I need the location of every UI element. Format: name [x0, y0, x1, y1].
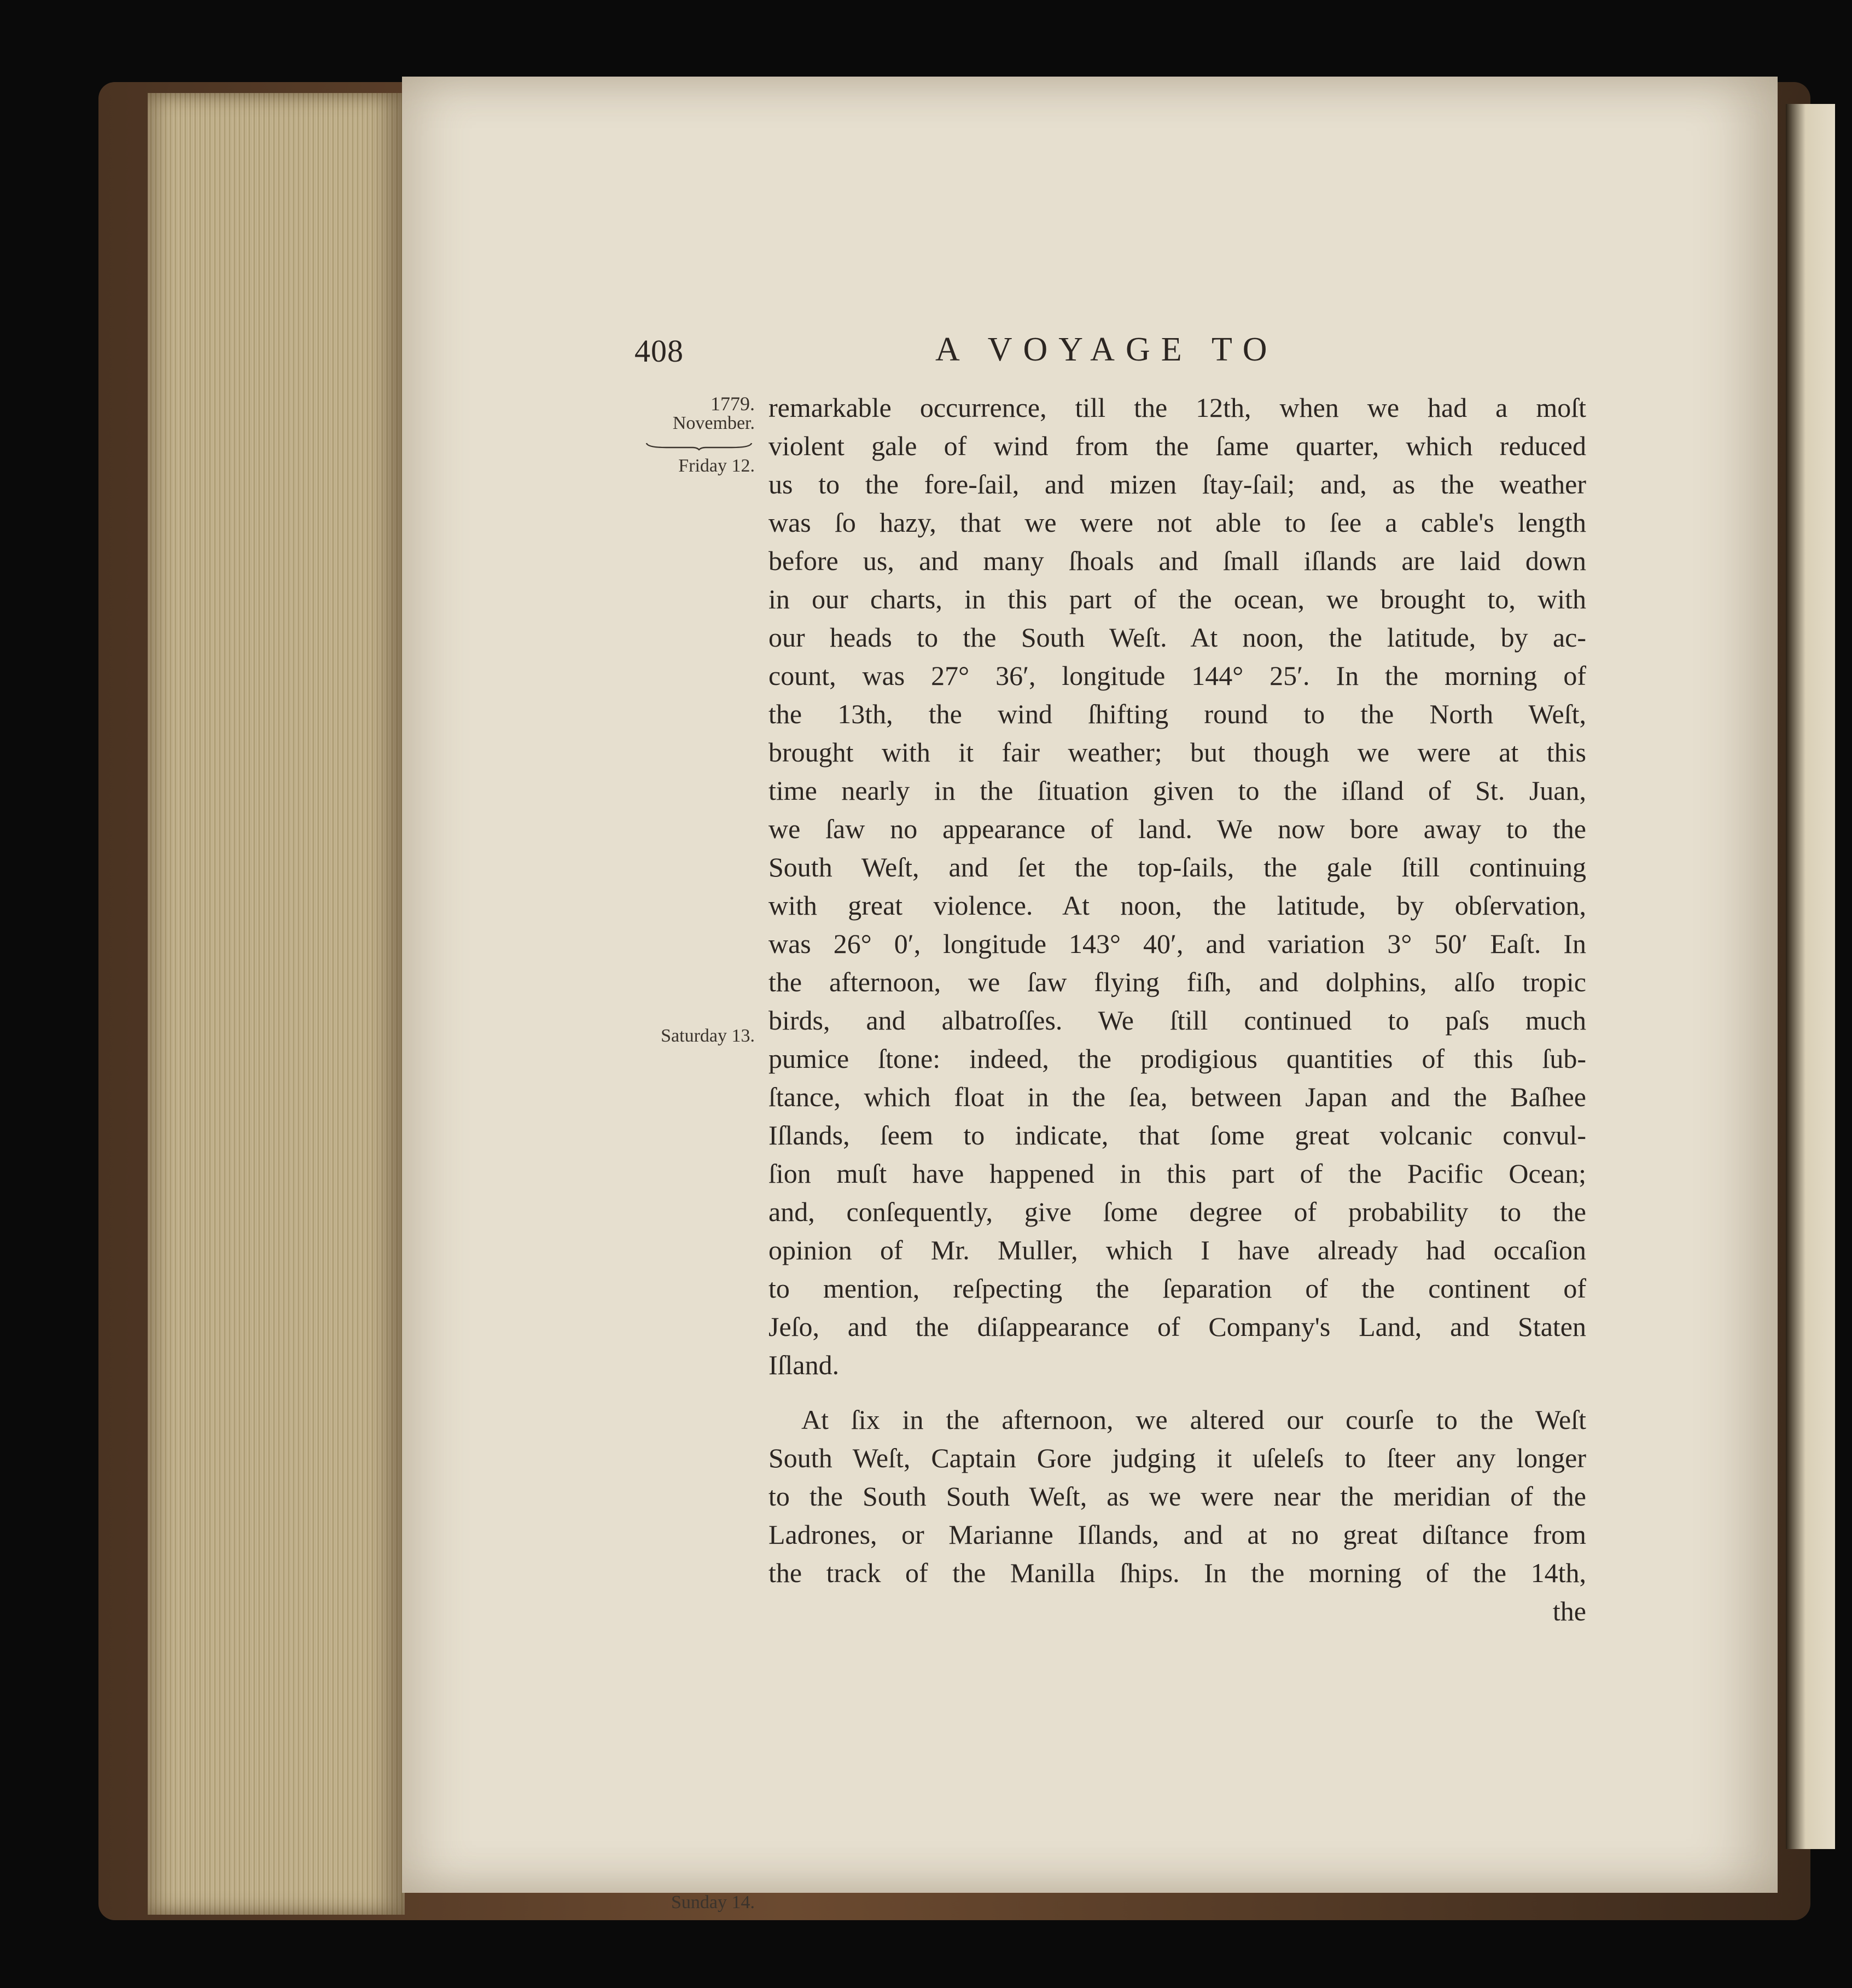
text-line: the afternoon, we ſaw flying fiſh, and dolphins, alſo tropic — [768, 967, 1586, 997]
text-line: ſion muſt have happened in this part of the Pacific Ocean; — [768, 1158, 1586, 1189]
text-line: the 13th, the wind ſhifting round to the North Weſt, — [768, 699, 1586, 729]
text-line: count, was 27° 36′, longitude 144° 25′. In the morning of — [768, 660, 1586, 691]
running-title: A VOYAGE TO — [935, 331, 1278, 368]
text-line: ſtance, which float in the ſea, between Japan and the Baſhee — [768, 1082, 1586, 1112]
text-line: South Weſt, Captain Gore judging it uſeleſs to ſteer any longer — [768, 1443, 1586, 1473]
text-line: Ladrones, or Marianne Iſlands, and at no great diſtance from — [768, 1519, 1586, 1550]
margin-year: 1779. — [710, 393, 755, 415]
text-line: opinion of Mr. Muller, which I have already had occaſion — [768, 1235, 1586, 1265]
margin-brace-ornament — [644, 442, 754, 451]
running-head — [634, 323, 1586, 372]
text-line: with great violence. At noon, the latitude, by obſervation, — [768, 890, 1586, 921]
margin-date-saturday: Saturday 13. — [661, 1026, 755, 1046]
text-line: our heads to the South Weſt. At noon, the latitude, by ac- — [768, 622, 1586, 653]
text-line: we ſaw no appearance of land. We now bore away to the — [768, 813, 1586, 844]
text-line: brought with it fair weather; but though we were at this — [768, 737, 1586, 768]
text-line: birds, and albatroſſes. We ſtill continued to paſs much — [768, 1005, 1586, 1036]
text-line: time nearly in the ſituation given to the iſland of St. Juan, — [768, 775, 1586, 806]
text-line: to the South South Weſt, as we were near the meridian of the — [768, 1481, 1586, 1512]
text-line: Jeſo, and the diſappearance of Company's Land, and Staten — [768, 1311, 1586, 1342]
page-edges — [148, 93, 405, 1915]
text-line: in our charts, in this part of the ocean, we brought to, with — [768, 584, 1586, 614]
text-line: Iſland. — [768, 1350, 840, 1380]
text-line: us to the fore-ſail, and mizen ſtay-ſail; and, as the weather — [768, 469, 1586, 499]
text-line: pumice ſtone: indeed, the prodigious quantities of this ſub- — [768, 1043, 1586, 1074]
page-number: 408 — [634, 333, 684, 369]
text-line: was ſo hazy, that we were not able to ſee a cable's length — [768, 507, 1586, 538]
facing-page-edge — [1786, 104, 1835, 1849]
text-block — [634, 323, 1586, 1913]
paragraph-1 — [768, 388, 1586, 1384]
paragraph-2 — [768, 1400, 1586, 1630]
margin-month: November. — [672, 413, 755, 433]
text-line: and, conſequently, give ſome degree of probability to the — [768, 1196, 1586, 1227]
text-line: At ſix in the afternoon, we altered our courſe to the Weſt — [801, 1404, 1586, 1435]
text-line: the track of the Manilla ſhips. In the morning of the 14th, — [768, 1557, 1586, 1588]
text-line: South Weſt, and ſet the top-ſails, the gale ſtill continuing — [768, 852, 1586, 882]
text-line: to mention, reſpecting the ſeparation of the continent of — [768, 1273, 1586, 1304]
margin-date-friday: Friday 12. — [678, 456, 755, 476]
body-text — [768, 388, 1586, 1630]
text-line: violent gale of wind from the ſame quarter, which reduced — [768, 431, 1586, 461]
text-line: Iſlands, ſeem to indicate, that ſome great volcanic convul- — [768, 1120, 1586, 1150]
text-line: before us, and many ſhoals and ſmall iſlands are laid down — [768, 545, 1586, 576]
catchword: the — [1552, 1596, 1586, 1626]
margin-date-sunday: Sunday 14. — [671, 1892, 755, 1913]
text-line: was 26° 0′, longitude 143° 40′, and variation 3° 50′ Eaſt. In — [768, 928, 1586, 959]
text-line: remarkable occurrence, till the 12th, when we had a moſt — [768, 392, 1586, 423]
